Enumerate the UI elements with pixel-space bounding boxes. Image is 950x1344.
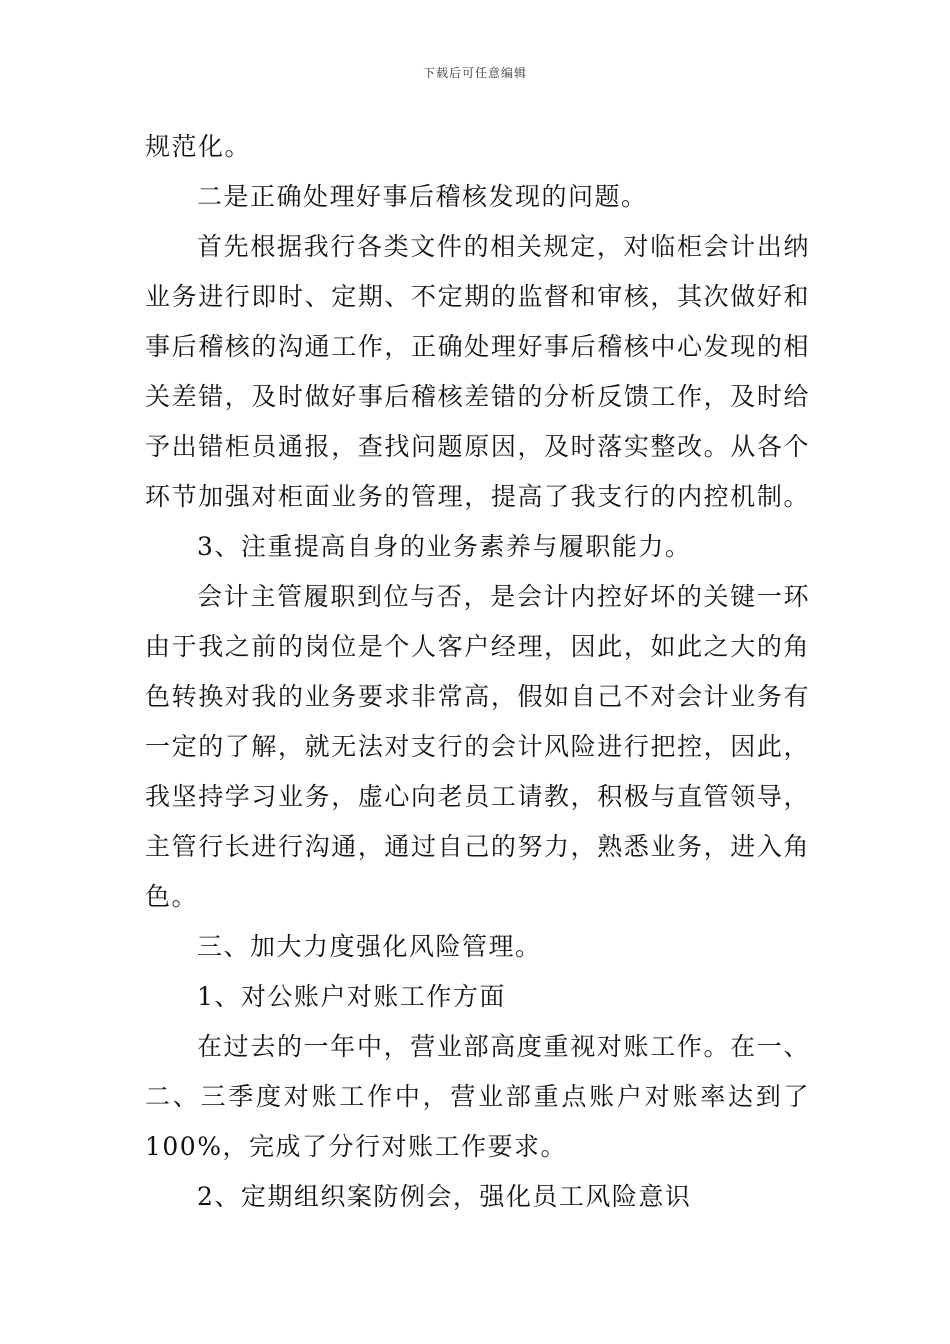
text-line: 二、三季度对账工作中，营业部重点账户对账率达到了 — [145, 1082, 810, 1111]
text-line: 在过去的一年中，营业部高度重视对账工作。在一、 — [197, 1032, 810, 1061]
text-line: 色。 — [145, 882, 199, 911]
text-line: 1、对公账户对账工作方面 — [197, 982, 506, 1011]
text-line: 规范化。 — [145, 132, 252, 161]
text-line: 3、注重提高自身的业务素养与履职能力。 — [197, 532, 692, 561]
text-line: 会计主管履职到位与否，是会计内控好坏的关键一环 — [197, 582, 810, 611]
text-line: 环节加强对柜面业务的管理，提高了我支行的内控机制。 — [145, 482, 810, 511]
text-line: 由于我之前的岗位是个人客户经理，因此，如此之大的角 — [145, 632, 810, 661]
text-line: 关差错，及时做好事后稽核差错的分析反馈工作，及时给 — [145, 382, 810, 411]
text-line: 首先根据我行各类文件的相关规定，对临柜会计出纳 — [197, 232, 810, 261]
text-line: 一定的了解，就无法对支行的会计风险进行把控，因此， — [145, 732, 810, 761]
text-line: 业务进行即时、定期、不定期的监督和审核，其次做好和 — [145, 282, 810, 311]
text-line: 我坚持学习业务，虚心向老员工请教，积极与直管领导， — [145, 782, 810, 811]
text-line: 三、加大力度强化风险管理。 — [197, 932, 542, 961]
text-line: 事后稽核的沟通工作，正确处理好事后稽核中心发现的相 — [145, 332, 810, 361]
page-header: 下载后可任意编辑 — [422, 66, 527, 80]
text-line: 主管行长进行沟通，通过自己的努力，熟悉业务，进入角 — [145, 832, 810, 861]
text-line: 二是正确处理好事后稽核发现的问题。 — [197, 182, 648, 211]
text-line: 100%，完成了分行对账工作要求。 — [145, 1132, 567, 1161]
text-line: 予出错柜员通报，查找问题原因，及时落实整改。从各个 — [145, 432, 810, 461]
document-body — [145, 122, 810, 1222]
text-line: 2、定期组织案防例会，强化员工风险意识 — [197, 1182, 692, 1211]
text-line: 色转换对我的业务要求非常高，假如自己不对会计业务有 — [145, 682, 810, 711]
